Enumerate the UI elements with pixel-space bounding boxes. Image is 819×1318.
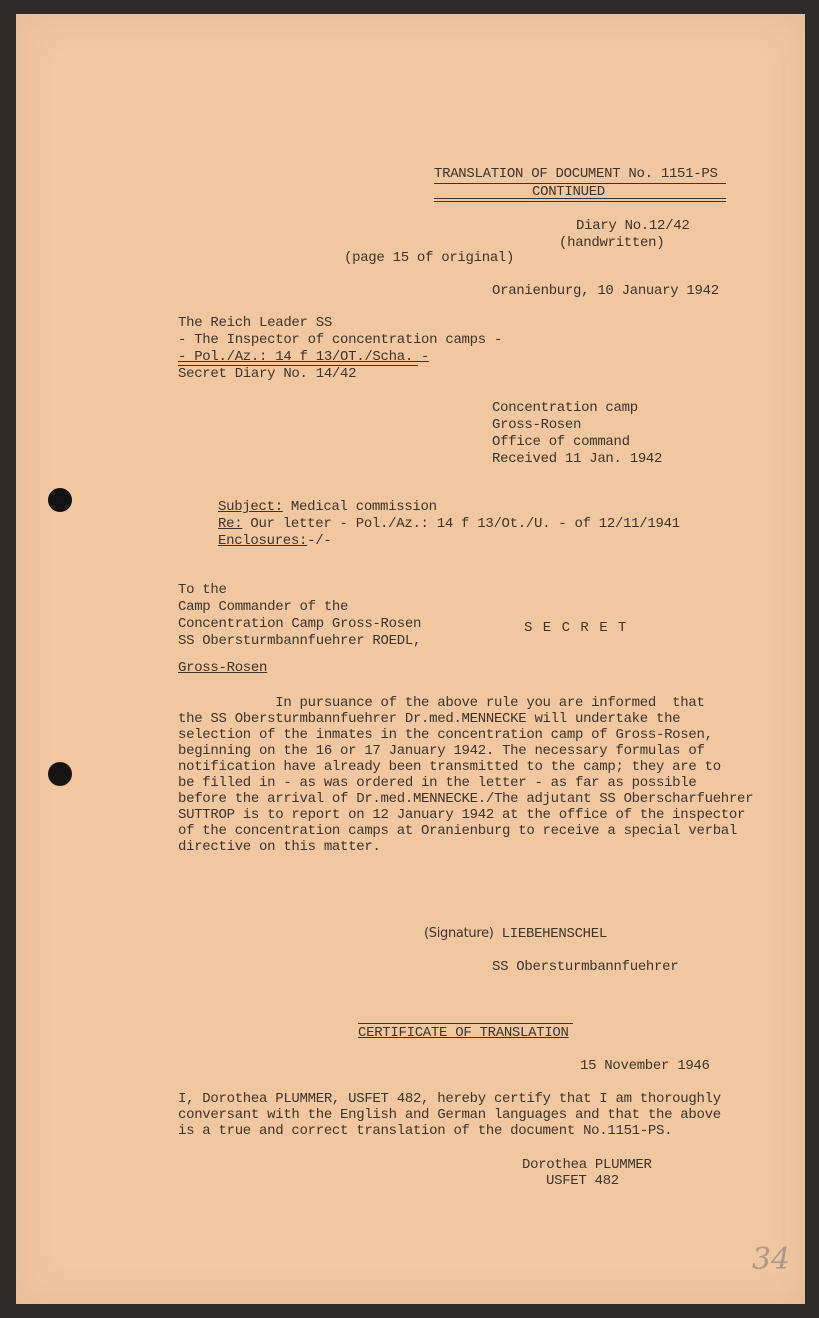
subject-text: Medical commission: [282, 499, 437, 515]
translator-name: Dorothea PLUMMER: [522, 1157, 652, 1173]
sender-line-4: Secret Diary No. 14/42: [178, 366, 357, 382]
subject-line: [218, 499, 437, 516]
recipient-line-3: Concentration Camp Gross-Rosen: [178, 616, 422, 632]
sender-line-3: - Pol./Az.: 14 f 13/OT./Scha. -: [178, 349, 430, 365]
body-line-10: directive on this matter.: [178, 839, 381, 855]
recipient-line-1: To the: [178, 582, 227, 598]
signature-name: LIEBEHENSCHEL: [501, 926, 607, 942]
translator-unit: USFET 482: [546, 1173, 619, 1189]
handwritten-page-number: 34: [752, 1242, 791, 1277]
place-date: Oranienburg, 10 January 1942: [492, 283, 719, 299]
signature-line: [424, 926, 607, 943]
stamp-line-3: Office of command: [492, 434, 630, 450]
recipient-location: Gross-Rosen: [178, 660, 268, 676]
certificate-overline: [358, 1023, 573, 1024]
document-subtitle: CONTINUED: [532, 184, 605, 200]
enclosures-label: Enclosures:: [218, 533, 308, 549]
body-line-4: beginning on the 16 or 17 January 1942. The necessary formulas of: [178, 743, 705, 759]
body-line-6: be filled in - as was ordered in the letter - as far as possible: [178, 775, 697, 791]
stamp-line-4: Received 11 Jan. 1942: [492, 451, 663, 467]
body-line-8: SUTTROP is to report on 12 January 1942 at the office of the inspector: [178, 807, 746, 823]
diary-number: Diary No.12/42: [576, 218, 690, 234]
sender-line-1: The Reich Leader SS: [178, 315, 332, 331]
subject-label: Subject:: [218, 499, 283, 515]
punch-hole-top: [48, 488, 72, 512]
document-page: [16, 14, 805, 1304]
subtitle-double-rule-1: [434, 198, 726, 199]
document-title: TRANSLATION OF DOCUMENT No. 1151-PS: [434, 166, 718, 182]
classification-secret: S E C R E T: [524, 620, 628, 636]
body-line-9: of the concentration camps at Oranienburg to receive a special verbal: [178, 823, 737, 839]
page-reference: (page 15 of original): [344, 250, 515, 266]
re-text: Our letter - Pol./Az.: 14 f 13/Ot./U. - of 12/11/1941: [242, 516, 680, 532]
signature-rank: SS Obersturmbannfuehrer: [492, 959, 679, 975]
re-line: [218, 516, 680, 533]
stamp-line-1: Concentration camp: [492, 400, 638, 416]
stamp-line-2: Gross-Rosen: [492, 417, 582, 433]
certificate-text-2: conversant with the English and German languages and that the above: [178, 1107, 721, 1123]
signature-label: (Signature): [424, 926, 494, 941]
re-label: Re:: [218, 516, 243, 532]
certificate-title: CERTIFICATE OF TRANSLATION: [358, 1025, 569, 1041]
body-line-5: notification have already been transmitted to the camp; they are to: [178, 759, 721, 775]
body-line-1: In pursuance of the above rule you are informed that: [178, 695, 705, 711]
punch-hole-bottom: [48, 762, 72, 786]
sender-line-2: - The Inspector of concentration camps -: [178, 332, 503, 348]
body-line-2: the SS Obersturmbannfuehrer Dr.med.MENNECKE will undertake the: [178, 711, 681, 727]
enclosures-line: [218, 533, 331, 550]
certificate-text-3: is a true and correct translation of the document No.1151-PS.: [178, 1123, 673, 1139]
body-line-3: selection of the inmates in the concentration camp of Gross-Rosen,: [178, 727, 713, 743]
enclosures-text: -/-: [307, 533, 332, 549]
recipient-line-2: Camp Commander of the: [178, 599, 349, 615]
subtitle-double-rule-2: [434, 201, 726, 202]
certificate-text-1: I, Dorothea PLUMMER, USFET 482, hereby certify that I am thoroughly: [178, 1091, 721, 1107]
certificate-date: 15 November 1946: [580, 1058, 710, 1074]
handwritten-note: (handwritten): [559, 235, 665, 251]
body-line-7: before the arrival of Dr.med.MENNECKE./The adjutant SS Oberscharfuehrer: [178, 791, 754, 807]
recipient-line-4: SS Obersturmbannfuehrer ROEDL,: [178, 633, 422, 649]
sender-separator: [178, 365, 418, 366]
